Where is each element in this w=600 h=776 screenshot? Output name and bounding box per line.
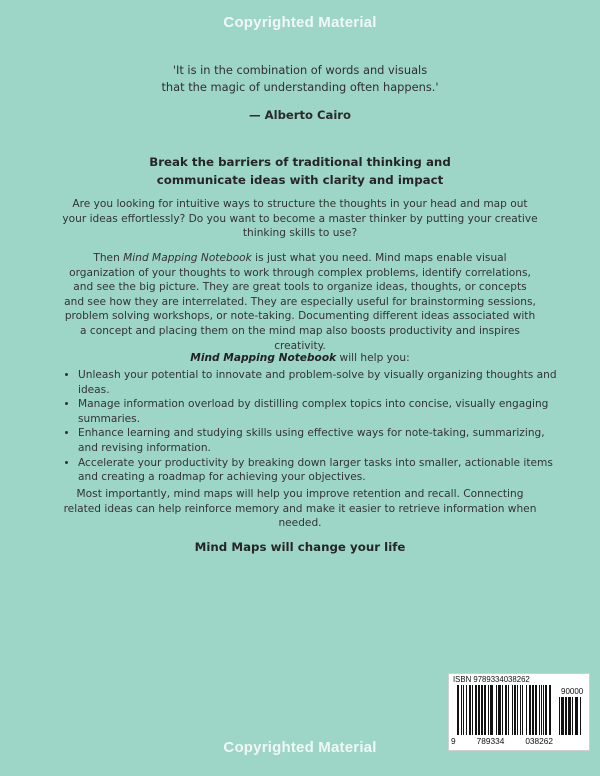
benefits-suffix: will help you:	[336, 352, 410, 364]
quote-line-1: 'It is in the combination of words and visuals	[172, 63, 428, 77]
list-item: • Unleash your potential to innovate and problem-solve by visually organizing thoughts and ideas.	[78, 368, 560, 397]
isbn-digit-group: 038262	[525, 736, 553, 746]
price-code: 90000	[561, 687, 584, 696]
list-item: • Accelerate your productivity by breaking down larger tasks into smaller, actionable items and creating a roadmap for achieving your objectives.	[78, 456, 560, 485]
retention-paragraph: Most importantly, mind maps will help you improve retention and recall. Connecting related ideas can help reinforce memory and make it easier to retrieve information when needed.	[63, 488, 537, 530]
copyright-watermark-top: Copyrighted Material	[223, 14, 377, 31]
quote-line-2: that the magic of understanding often happens.'	[161, 80, 439, 94]
isbn-digit-group: 9	[451, 736, 456, 746]
description-body: is just what you need. Mind maps enable visual organization of your thoughts to work through complex problems, identify correlations, and see the big picture. They are great tools to organize ideas, thoughts, or concepts and see how they are interrelated. They are especially useful for brainstorming sessions, problem solving workshops, or note-taking. Documenting different ideas associated with a concept and placing them on the mind map also boosts productivity and inspires creativity.	[64, 252, 536, 352]
epigraph-quote	[0, 62, 600, 96]
copyright-watermark-bottom: Copyrighted Material	[223, 739, 377, 756]
closing-statement: Mind Maps will change your life	[194, 540, 406, 554]
headline-line-2: communicate ideas with clarity and impact	[156, 173, 444, 187]
isbn-digit-group: 789334	[476, 736, 505, 746]
benefits-intro	[0, 352, 600, 364]
description-paragraph	[62, 251, 538, 353]
list-item: • Manage information overload by distilling complex topics into concise, visually engaging summaries.	[78, 397, 560, 426]
intro-paragraph: Are you looking for intuitive ways to structure the thoughts in your head and map out your ideas effortlessly? Do you want to become a master thinker by putting your creative thinking skills to use?	[62, 198, 538, 240]
headline	[0, 153, 600, 189]
book-title-inline: Mind Mapping Notebook	[123, 252, 252, 264]
addon-barcode-bars	[559, 697, 585, 737]
benefits-list	[62, 368, 560, 485]
isbn-label: ISBN 9789334038262	[453, 675, 530, 684]
description-prefix: Then	[93, 252, 124, 264]
list-item: • Enhance learning and studying skills using effective ways for note-taking, summarizing, and revising information.	[78, 426, 560, 455]
benefits-book-title: Mind Mapping Notebook	[190, 352, 337, 364]
quote-author: — Alberto Cairo	[249, 108, 351, 122]
headline-line-1: Break the barriers of traditional thinking and	[149, 155, 451, 169]
barcode-bars	[457, 685, 553, 737]
